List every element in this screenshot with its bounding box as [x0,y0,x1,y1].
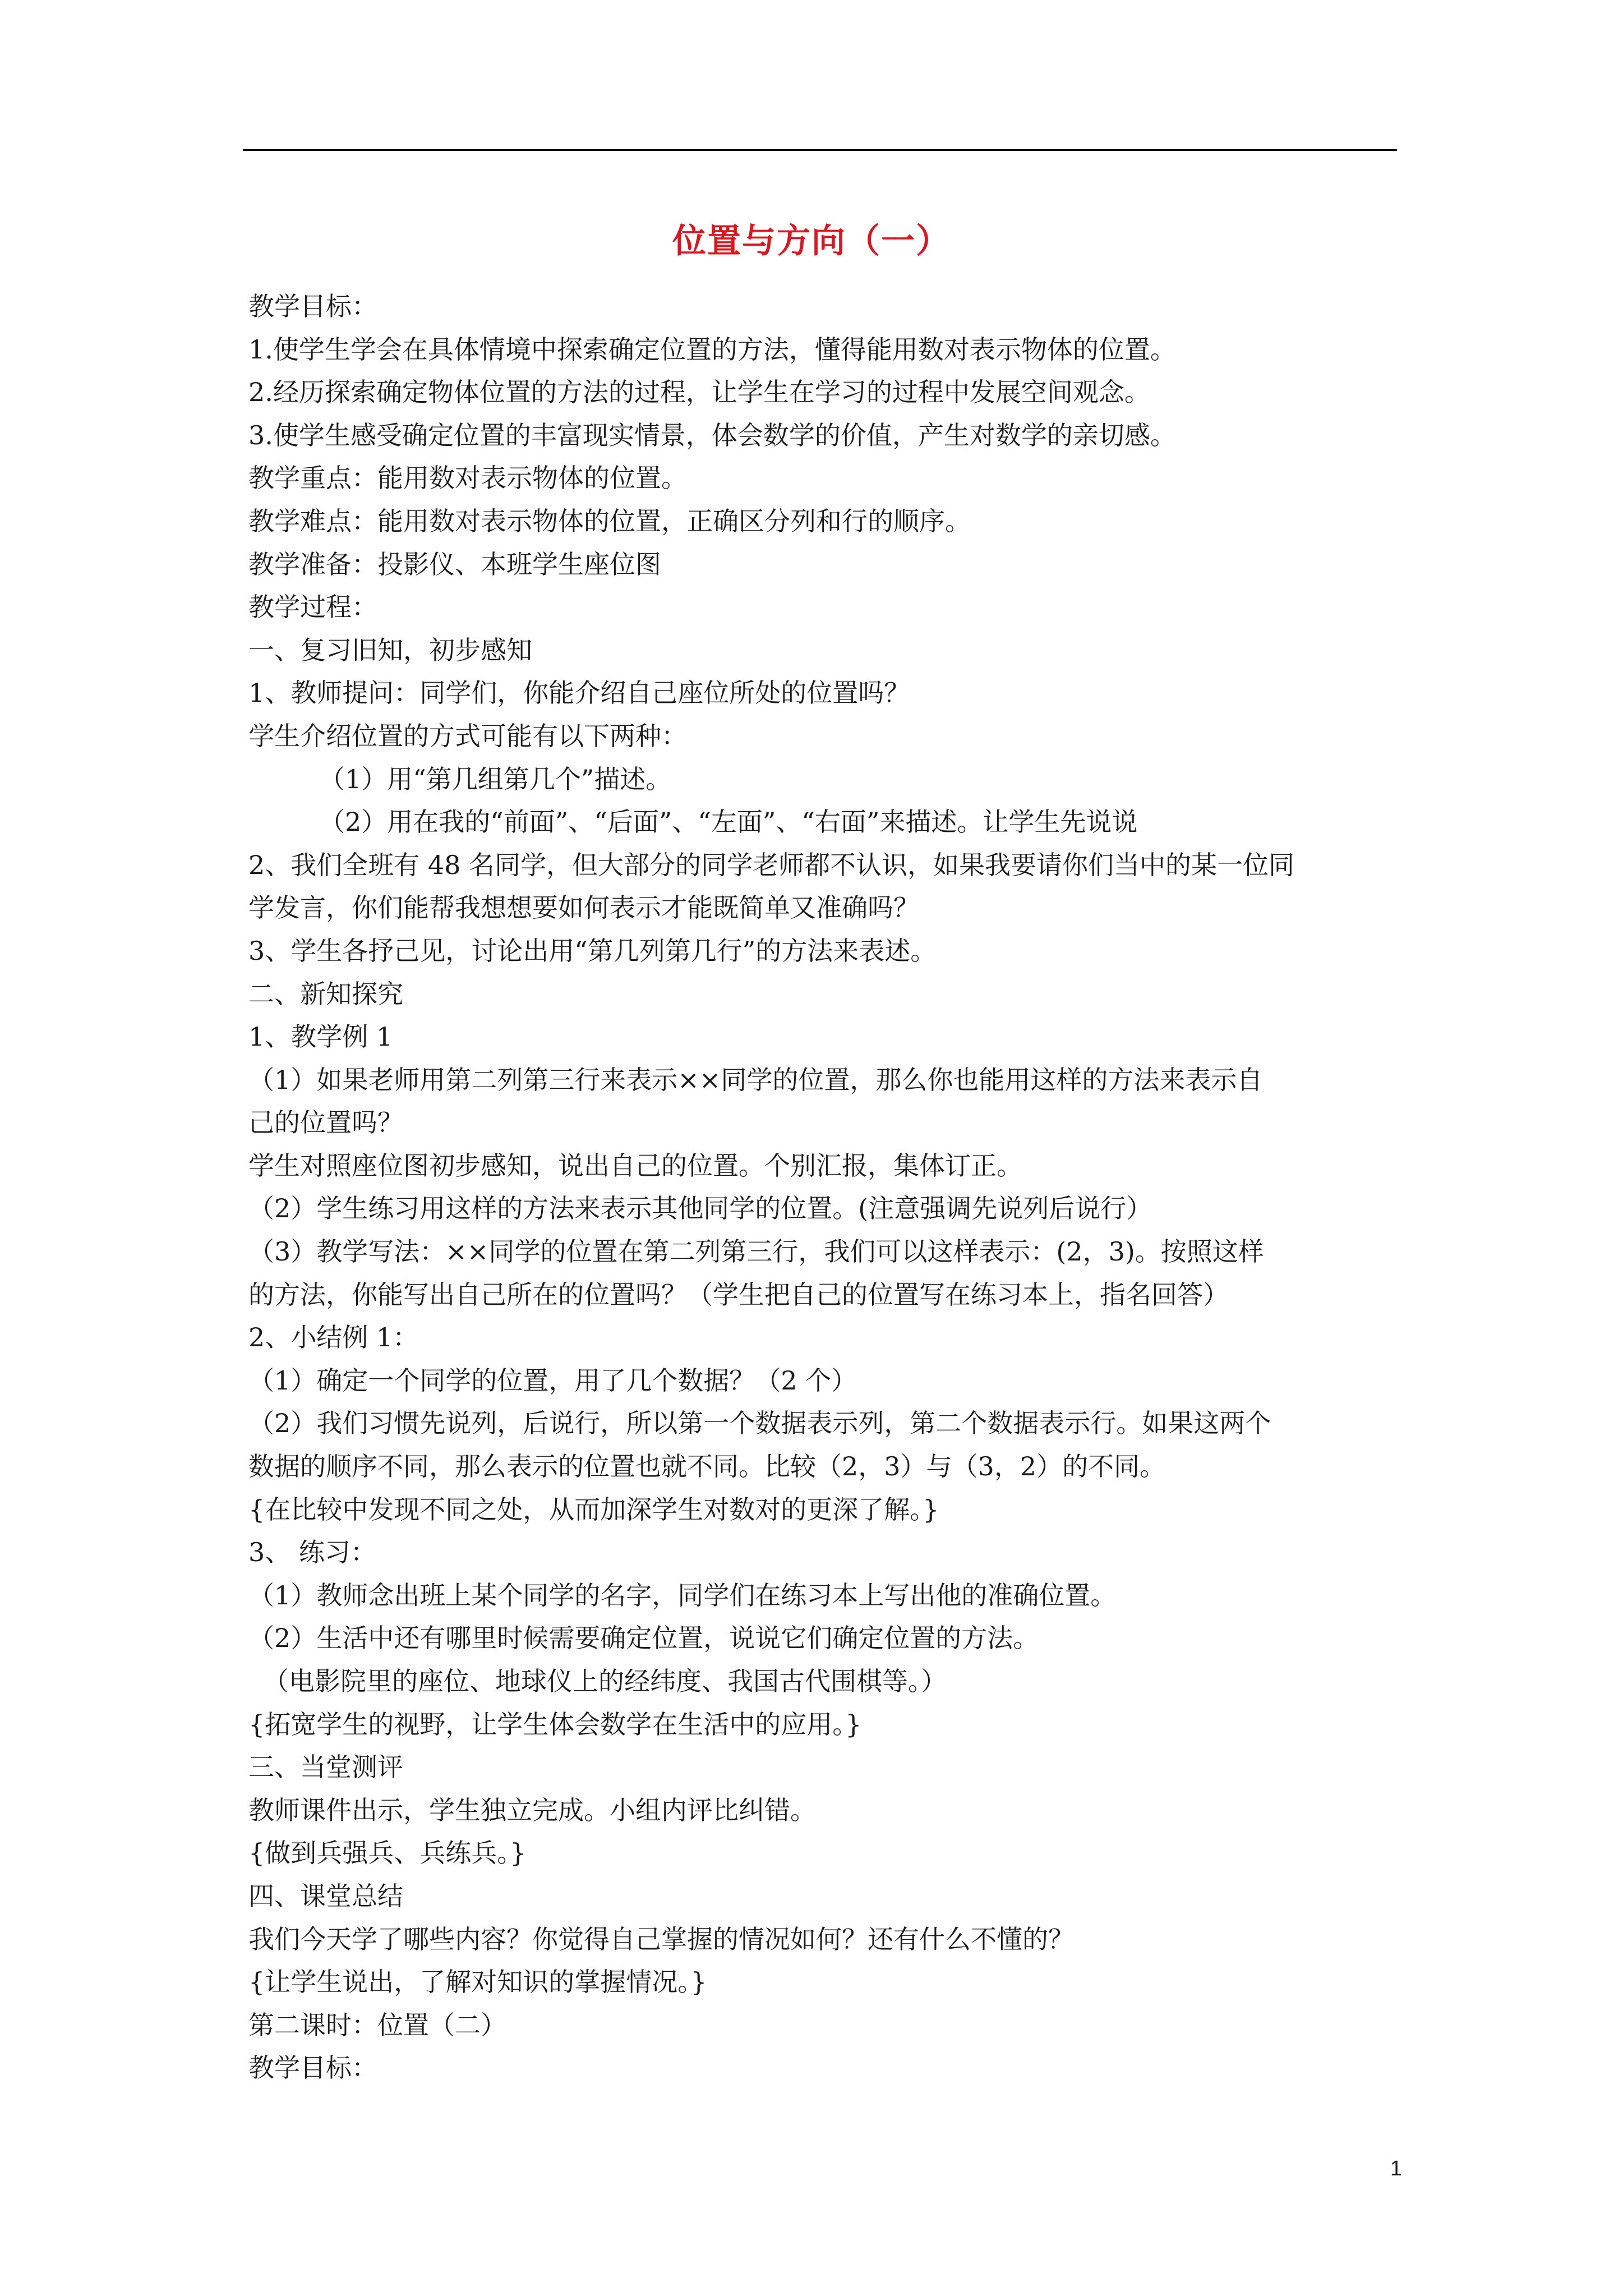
text-line: 的方法，你能写出自己所在的位置吗？（学生把自己的位置写在练习本上，指名回答） [248,1279,1229,1310]
section-heading: 二、新知探究 [248,978,403,1009]
section-heading: 四、课堂总结 [248,1880,403,1911]
text-line: {在比较中发现不同之处，从而加深学生对数对的更深了解。} [248,1494,939,1525]
text-line: （1）如果老师用第二列第三行来表示××同学的位置，那么你也能用这样的方法来表示自 [248,1064,1263,1095]
text-line: 教学重点：能用数对表示物体的位置。 [248,463,687,494]
text-line: {做到兵强兵、兵练兵。} [248,1838,527,1869]
text-line: （1）用“第几组第几个”描述。 [319,763,672,794]
text-line: 数据的顺序不同，那么表示的位置也就不同。比较（2，3）与（3，2）的不同。 [248,1451,1166,1482]
text-line: {拓宽学生的视野，让学生体会数学在生活中的应用。} [248,1709,862,1740]
text-line: （1）教师念出班上某个同学的名字，同学们在练习本上写出他的准确位置。 [248,1580,1117,1611]
header-rule [243,149,1397,151]
section-heading: 三、当堂测评 [248,1752,403,1783]
text-line: （2）生活中还有哪里时候需要确定位置，说说它们确定位置的方法。 [248,1623,1039,1654]
text-line: 第二课时：位置（二） [248,2009,506,2040]
text-line: 1、教师提问：同学们，你能介绍自己座位所处的位置吗？ [248,678,910,708]
text-line: 1、教学例 1 [248,1022,393,1052]
text-line: 己的位置吗？ [248,1107,403,1138]
text-line: （3）教学写法：××同学的位置在第二列第三行，我们可以这样表示：(2，3)。按照这样 [248,1236,1264,1267]
document-body [248,285,1398,2090]
text-line: 教学目标： [248,291,377,321]
text-line: （2）学生练习用这样的方法来表示其他同学的位置。(注意强调先说列后说行） [248,1193,1152,1224]
text-line: （电影院里的座位、地球仪上的经纬度、我国古代围棋等。） [263,1666,947,1696]
page-number: 1 [1390,2157,1402,2180]
section-heading: 一、复习旧知，初步感知 [248,634,532,665]
text-line: 学生对照座位图初步感知，说出自己的位置。个别汇报，集体订正。 [248,1150,1022,1181]
text-line: 教学过程： [248,592,377,623]
text-line: 3、 练习： [248,1537,376,1568]
text-line: 2、小结例 1： [248,1322,419,1353]
text-line: 教学难点：能用数对表示物体的位置，正确区分列和行的顺序。 [248,505,971,536]
text-line: （2）我们习惯先说列，后说行，所以第一个数据表示列，第二个数据表示行。如果这两个 [248,1408,1271,1439]
text-line: 2.经历探索确定物体位置的方法的过程，让学生在学习的过程中发展空间观念。 [248,377,1150,408]
text-line: 教学目标： [248,2053,377,2083]
text-line: 3、学生各抒己见，讨论出用“第几列第几行”的方法来表述。 [248,935,937,966]
text-line: 2、我们全班有 48 名同学，但大部分的同学老师都不认识，如果我要请你们当中的某一位同 [248,849,1295,880]
text-line: （2）用在我的“前面”、“后面”、“左面”、“右面”来描述。让学生先说说 [319,807,1138,838]
text-line: 1.使学生学会在具体情境中探索确定位置的方法，懂得能用数对表示物体的位置。 [248,334,1176,365]
text-line: 教学准备：投影仪、本班学生座位图 [248,549,661,579]
text-line: 学发言，你们能帮我想想要如何表示才能既简单又准确吗？ [248,892,919,923]
text-line: 3.使学生感受确定位置的丰富现实情景，体会数学的价值，产生对数学的亲切感。 [248,420,1176,450]
text-line: 我们今天学了哪些内容？你觉得自己掌握的情况如何？还有什么不懂的？ [248,1924,1074,1954]
text-line: 教师课件出示，学生独立完成。小组内评比纠错。 [248,1795,816,1825]
text-line: 学生介绍位置的方式可能有以下两种： [248,720,687,751]
text-line: （1）确定一个同学的位置，用了几个数据？（2 个） [248,1365,857,1396]
document-title: 位置与方向（一） [672,222,951,261]
text-line: {让学生说出，了解对知识的掌握情况。} [248,1967,707,1998]
